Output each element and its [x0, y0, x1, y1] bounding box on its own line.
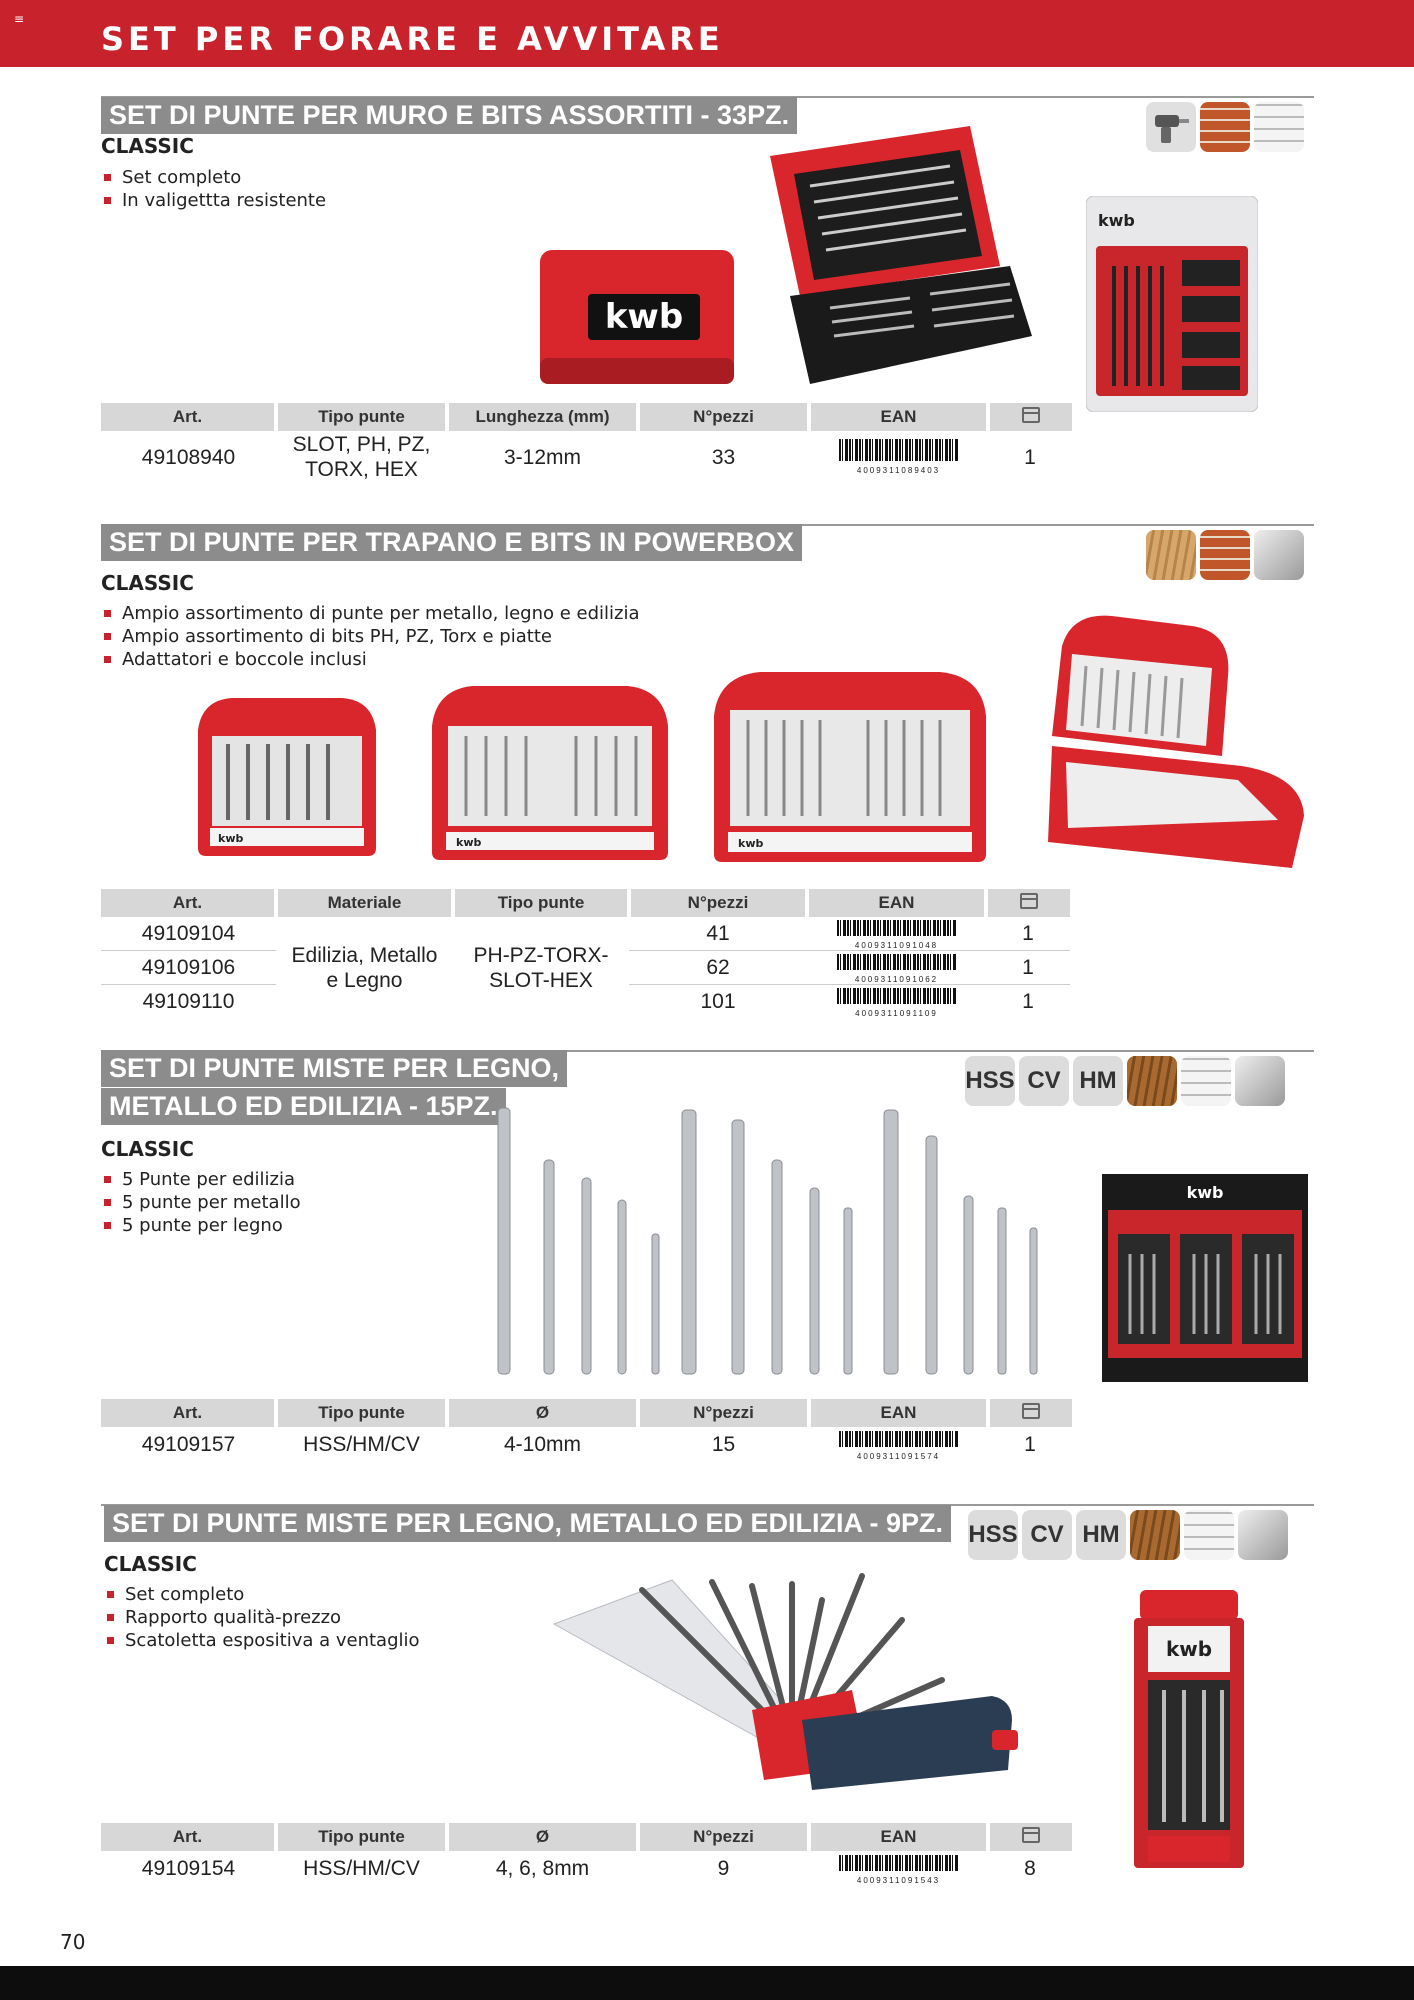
column-header: Ø	[447, 1823, 638, 1851]
package-icon	[1020, 893, 1038, 909]
steel-icon	[1254, 530, 1304, 580]
materiale-cell: Edilizia, Metallo e Legno	[291, 943, 438, 992]
list-item: In valigettta resistente	[101, 189, 326, 212]
section-title: SET DI PUNTE PER TRAPANO E BITS IN POWERBOX	[101, 524, 802, 561]
wall-icon	[1181, 1056, 1231, 1106]
tipo-cell: HSS/HM/CV	[303, 1856, 420, 1880]
pezzi-cell: 33	[711, 445, 736, 469]
page-number: 70	[60, 1930, 86, 1954]
tipo-cell: SLOT, PH, PZ, TORX, HEX	[292, 433, 431, 481]
barcode-icon	[839, 439, 959, 461]
steel-icon	[1238, 1510, 1288, 1560]
feature-list	[101, 602, 640, 671]
spec-table	[101, 889, 1070, 1018]
feature-list	[101, 1168, 301, 1237]
spec-table	[101, 1823, 1072, 1885]
pezzi-cell: 9	[717, 1856, 730, 1880]
product-line: CLASSIC	[101, 134, 194, 158]
pezzi-cell: 62	[706, 956, 730, 979]
product-line: CLASSIC	[101, 1137, 194, 1161]
column-header: Tipo punte	[276, 1823, 447, 1851]
brand-logo: kwb	[456, 836, 482, 849]
brand-logo: kwb	[604, 297, 684, 337]
product-fan-pack	[1134, 1590, 1244, 1878]
ean-cell: 4009311091062	[807, 951, 986, 985]
column-header: N°pezzi	[629, 889, 807, 917]
menu-icon[interactable]: ≡	[14, 12, 25, 26]
column-header	[986, 889, 1070, 917]
section-title-line2: METALLO ED EDILIZIA - 15PZ.	[101, 1088, 506, 1125]
ean-cell: 4009311091048	[807, 917, 986, 951]
pezzi-cell: 41	[706, 922, 730, 945]
tipo-cell: HSS/HM/CV	[303, 1432, 420, 1456]
material-icons	[1146, 530, 1304, 580]
list-item: 5 punte per legno	[101, 1214, 301, 1237]
column-header: Art.	[101, 889, 276, 917]
brand-logo: kwb	[1186, 1183, 1224, 1202]
material-icons	[968, 1510, 1288, 1560]
pack-cell: 1	[1024, 445, 1036, 469]
pack-cell: 1	[1024, 1432, 1036, 1456]
material-icons	[965, 1056, 1285, 1106]
material-icons	[1146, 102, 1304, 152]
wood-icon	[1130, 1510, 1180, 1560]
barcode-icon	[839, 1855, 959, 1871]
product-display-pack	[1102, 1174, 1308, 1382]
page-title: SET PER FORARE E AVVITARE	[101, 20, 724, 58]
column-header: Tipo punte	[276, 403, 447, 431]
brand-logo: kwb	[218, 832, 244, 845]
product-line: CLASSIC	[101, 571, 194, 595]
art-cell: 49109154	[141, 1856, 236, 1880]
misura-cell: 4-10mm	[503, 1432, 582, 1456]
table-row	[101, 917, 1070, 951]
pezzi-cell: 101	[700, 990, 736, 1013]
feature-list	[101, 166, 326, 212]
pack-cell: 1	[1022, 956, 1034, 979]
art-cell: 49108940	[141, 445, 236, 469]
powerbox-open	[1042, 606, 1308, 872]
package-icon	[1022, 1403, 1040, 1419]
pack-cell: 1	[1022, 990, 1034, 1013]
powerbox-large	[708, 660, 992, 864]
barcode-icon	[837, 954, 957, 970]
table-row	[101, 1427, 1072, 1461]
cv-badge: CV	[1019, 1056, 1069, 1106]
hss-badge: HSS	[965, 1056, 1015, 1106]
wood-icon	[1127, 1056, 1177, 1106]
product-line: CLASSIC	[104, 1552, 197, 1576]
list-item: Ampio assortimento di punte per metallo, legno e edilizia	[101, 602, 640, 625]
section-title: SET DI PUNTE MISTE PER LEGNO, METALLO ED EDILIZIA - 9PZ.	[104, 1505, 951, 1542]
section-title-line1: SET DI PUNTE MISTE PER LEGNO,	[101, 1050, 567, 1087]
powerbox-medium	[426, 676, 674, 862]
brick-icon	[1200, 102, 1250, 152]
header-bar	[0, 0, 1414, 67]
column-header: Art.	[101, 403, 276, 431]
list-item: Set completo	[104, 1583, 420, 1606]
table-row	[101, 431, 1072, 483]
product-blister-pack	[1086, 196, 1258, 412]
table-row	[101, 1851, 1072, 1885]
cv-badge: CV	[1022, 1510, 1072, 1560]
package-icon	[1022, 407, 1040, 423]
tipo-cell: PH-PZ-TORX-SLOT-HEX	[473, 943, 609, 992]
brand-logo: kwb	[738, 837, 764, 850]
section-title: SET DI PUNTE PER MURO E BITS ASSORTITI - 33PZ.	[101, 97, 797, 134]
column-header: Tipo punte	[276, 1399, 447, 1427]
column-header: Art.	[101, 1823, 276, 1851]
brick-icon	[1200, 530, 1250, 580]
list-item: Scatoletta espositiva a ventaglio	[104, 1629, 420, 1652]
ean-cell: 4009311091574	[809, 1427, 988, 1461]
product-case-open	[760, 126, 1032, 388]
column-header: N°pezzi	[638, 1823, 809, 1851]
column-header: EAN	[809, 1399, 988, 1427]
ean-cell: 4009311089403	[809, 431, 988, 483]
product-case-closed	[538, 242, 738, 390]
column-header: Materiale	[276, 889, 453, 917]
steel-icon	[1235, 1056, 1285, 1106]
powerbox-small	[192, 690, 382, 858]
spec-table	[101, 1399, 1072, 1461]
list-item: Adattatori e boccole inclusi	[101, 648, 640, 671]
column-header	[988, 1399, 1072, 1427]
wall-icon	[1184, 1510, 1234, 1560]
column-header: Ø	[447, 1399, 638, 1427]
column-header: Art.	[101, 1399, 276, 1427]
feature-list	[104, 1583, 420, 1652]
column-header: Lunghezza (mm)	[447, 403, 638, 431]
list-item: 5 punte per metallo	[101, 1191, 301, 1214]
column-header	[988, 403, 1072, 431]
wood-icon	[1146, 530, 1196, 580]
fan-case-image	[552, 1570, 1022, 1796]
column-header: N°pezzi	[638, 1399, 809, 1427]
column-header: Tipo punte	[453, 889, 629, 917]
footer-bar	[0, 1966, 1414, 2000]
art-cell: 49109104	[141, 922, 236, 945]
list-item: Set completo	[101, 166, 326, 189]
pack-cell: 1	[1022, 922, 1034, 945]
ean-cell: 4009311091543	[809, 1851, 988, 1885]
art-cell: 49109157	[141, 1432, 236, 1456]
art-cell: 49109110	[142, 990, 235, 1013]
ean-cell: 4009311091109	[807, 985, 986, 1019]
hm-badge: HM	[1073, 1056, 1123, 1106]
brand-logo: kwb	[1098, 211, 1135, 230]
pezzi-cell: 15	[711, 1432, 736, 1456]
drill-bits-image	[486, 1104, 1048, 1378]
column-header: EAN	[807, 889, 986, 917]
barcode-icon	[839, 1431, 959, 1447]
barcode-icon	[837, 988, 957, 1004]
column-header: EAN	[809, 403, 988, 431]
column-header: EAN	[809, 1823, 988, 1851]
barcode-icon	[837, 920, 957, 936]
misura-cell: 4, 6, 8mm	[495, 1856, 590, 1880]
art-cell: 49109106	[141, 956, 236, 979]
spec-table	[101, 403, 1072, 483]
list-item: 5 Punte per edilizia	[101, 1168, 301, 1191]
wall-icon	[1254, 102, 1304, 152]
package-icon	[1022, 1827, 1040, 1843]
column-header	[988, 1823, 1072, 1851]
drill-icon	[1146, 102, 1196, 152]
list-item: Ampio assortimento di bits PH, PZ, Torx e piatte	[101, 625, 640, 648]
list-item: Rapporto qualità-prezzo	[104, 1606, 420, 1629]
pack-cell: 8	[1024, 1856, 1036, 1880]
hm-badge: HM	[1076, 1510, 1126, 1560]
misura-cell: 3-12mm	[503, 445, 582, 469]
brand-logo: kwb	[1165, 1637, 1213, 1661]
column-header: N°pezzi	[638, 403, 809, 431]
hss-badge: HSS	[968, 1510, 1018, 1560]
